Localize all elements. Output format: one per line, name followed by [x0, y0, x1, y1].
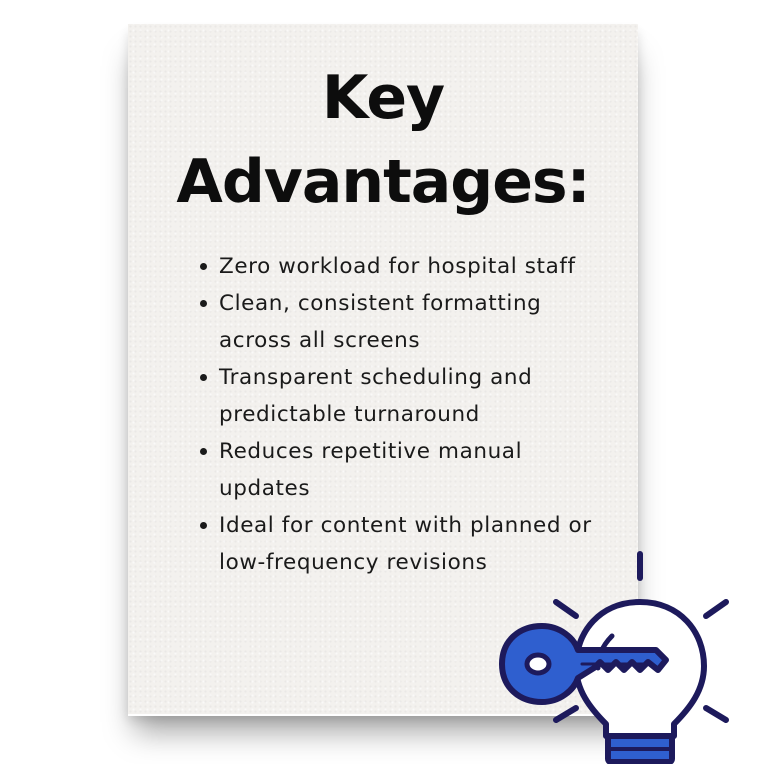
- title-line-1: Key: [321, 63, 445, 133]
- list-item: Zero workload for hospital staff: [194, 248, 604, 285]
- list-item: Transparent scheduling and predictable turnaround: [194, 359, 604, 433]
- key-and-lightbulb-illustration: [490, 540, 768, 764]
- title-line-2: Advantages:: [176, 147, 590, 217]
- list-item: Clean, consistent formatting across all screens: [194, 285, 604, 359]
- advantages-list: [194, 248, 604, 581]
- lightbulb-icon: [576, 602, 704, 762]
- list-item: Reduces repetitive manual updates: [194, 433, 604, 507]
- page-title: [128, 56, 638, 224]
- list-item: Ideal for content with planned or low-frequency revisions: [194, 507, 604, 581]
